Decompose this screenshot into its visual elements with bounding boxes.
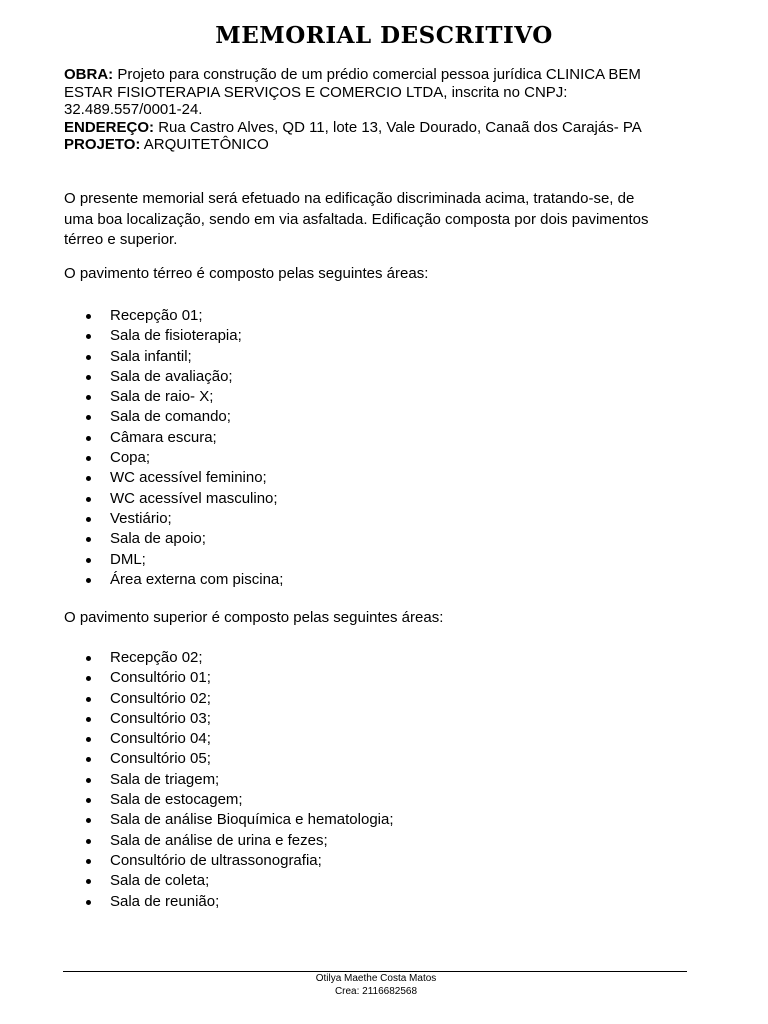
bullet-icon bbox=[86, 656, 91, 661]
list-item bbox=[64, 529, 704, 549]
list-item-label: Sala de coleta; bbox=[110, 872, 210, 890]
list-item-label: Sala de comando; bbox=[110, 408, 231, 426]
list-item bbox=[64, 509, 704, 529]
bullet-icon bbox=[86, 900, 91, 905]
intro-line-2: uma boa localização, sendo em via asfaltada. Edificação composta por dois pavimentos bbox=[64, 210, 649, 228]
bullet-icon bbox=[86, 456, 91, 461]
intro-line-1: O presente memorial será efetuado na edificação discriminada acima, tratando-se, de bbox=[64, 190, 635, 207]
bullet-icon bbox=[86, 757, 91, 762]
bullet-icon bbox=[86, 436, 91, 441]
intro-line-3: térreo e superior. bbox=[64, 231, 178, 248]
signature-footer bbox=[0, 973, 752, 998]
list-item-label: Área externa com piscina; bbox=[110, 570, 284, 588]
obra-value-2: ESTAR FISIOTERAPIA SERVIÇOS E COMERCIO LTDA, inscrita no CNPJ: bbox=[64, 83, 568, 101]
list-item bbox=[64, 871, 704, 891]
bullet-icon bbox=[86, 537, 91, 542]
endereco-line bbox=[64, 119, 687, 137]
bullet-icon bbox=[86, 818, 91, 823]
list-item bbox=[64, 648, 704, 668]
obra-line-1 bbox=[64, 66, 687, 84]
page-title: MEMORIAL DESCRITIVO bbox=[215, 22, 553, 49]
list-item bbox=[64, 347, 704, 367]
list-item bbox=[64, 892, 704, 912]
bullet-icon bbox=[86, 355, 91, 360]
footer-divider bbox=[63, 971, 687, 972]
bullet-icon bbox=[86, 517, 91, 522]
list-item-label: Sala de raio- X; bbox=[110, 388, 214, 406]
list-item-label: Consultório 02; bbox=[110, 689, 211, 707]
list-item-label: Sala de avaliação; bbox=[110, 367, 233, 385]
upper-floor-lead: O pavimento superior é composto pelas seguintes áreas: bbox=[64, 609, 444, 626]
bullet-icon bbox=[86, 676, 91, 681]
list-item-label: Recepção 01; bbox=[110, 307, 203, 324]
list-item bbox=[64, 570, 704, 590]
obra-value-3: 32.489.557/0001-24. bbox=[64, 101, 203, 118]
bullet-icon bbox=[86, 737, 91, 742]
bullet-icon bbox=[86, 859, 91, 864]
list-item bbox=[64, 749, 704, 769]
upper-floor-list bbox=[64, 648, 704, 912]
bullet-icon bbox=[86, 395, 91, 400]
obra-label: OBRA: bbox=[64, 66, 114, 83]
list-item bbox=[64, 306, 704, 326]
bullet-icon bbox=[86, 839, 91, 844]
obra-value-1: Projeto para construção de um prédio comercial pessoa jurídica CLINICA BEM bbox=[117, 66, 641, 83]
list-item-label: Consultório 03; bbox=[110, 709, 211, 727]
bullet-icon bbox=[86, 476, 91, 481]
list-item-label: WC acessível feminino; bbox=[110, 469, 267, 487]
list-item bbox=[64, 326, 704, 346]
endereco-value: Rua Castro Alves, QD 11, lote 13, Vale Dourado, Canaã dos Carajás- PA bbox=[158, 118, 642, 136]
list-item bbox=[64, 709, 704, 729]
list-item-label: Copa; bbox=[110, 449, 151, 467]
list-item-label: Consultório 04; bbox=[110, 730, 211, 748]
list-item-label: Sala de estocagem; bbox=[110, 791, 243, 809]
bullet-icon bbox=[86, 334, 91, 339]
list-item-label: Sala de triagem; bbox=[110, 770, 220, 788]
list-item-label: Sala de análise Bioquímica e hematologia; bbox=[110, 811, 394, 829]
endereco-label: ENDEREÇO: bbox=[64, 118, 155, 136]
bullet-icon bbox=[86, 879, 91, 884]
list-item-label: Consultório 05; bbox=[110, 750, 211, 768]
list-item bbox=[64, 770, 704, 790]
bullet-icon bbox=[86, 375, 91, 380]
list-item bbox=[64, 468, 704, 488]
list-item-label: Sala de reunião; bbox=[110, 892, 220, 910]
list-item-label: Sala de fisioterapia; bbox=[110, 327, 242, 345]
obra-line-3 bbox=[64, 101, 687, 119]
ground-floor-lead: O pavimento térreo é composto pelas seguintes áreas: bbox=[64, 265, 429, 282]
list-item-label: DML; bbox=[110, 550, 146, 568]
list-item bbox=[64, 387, 704, 407]
list-item-label: Vestiário; bbox=[110, 509, 172, 527]
list-item-label: Câmara escura; bbox=[110, 428, 217, 446]
projeto-value: ARQUITETÔNICO bbox=[143, 136, 269, 153]
projeto-line bbox=[64, 136, 687, 154]
bullet-icon bbox=[86, 558, 91, 563]
list-item bbox=[64, 810, 704, 830]
list-item-label: Sala de análise de urina e fezes; bbox=[110, 831, 328, 849]
list-item bbox=[64, 790, 704, 810]
list-item bbox=[64, 831, 704, 851]
ground-floor-list bbox=[64, 306, 704, 590]
list-item bbox=[64, 668, 704, 688]
bullet-icon bbox=[86, 497, 91, 502]
list-item bbox=[64, 851, 704, 871]
project-header bbox=[64, 66, 687, 154]
list-item-label: WC acessível masculino; bbox=[110, 489, 278, 507]
list-item bbox=[64, 407, 704, 427]
list-item-label: Recepção 02; bbox=[110, 649, 203, 666]
bullet-icon bbox=[86, 578, 91, 583]
bullet-icon bbox=[86, 314, 91, 319]
obra-line-2 bbox=[64, 84, 687, 102]
bullet-icon bbox=[86, 697, 91, 702]
projeto-label: PROJETO: bbox=[64, 136, 141, 153]
list-item-label: Consultório de ultrassonografia; bbox=[110, 851, 322, 869]
list-item-label: Sala de apoio; bbox=[110, 530, 206, 548]
intro-paragraph bbox=[64, 189, 694, 251]
list-item-label: Sala infantil; bbox=[110, 347, 192, 365]
list-item bbox=[64, 550, 704, 570]
list-item bbox=[64, 729, 704, 749]
bullet-icon bbox=[86, 778, 91, 783]
signature-crea: Crea: 2116682568 bbox=[334, 985, 418, 997]
list-item bbox=[64, 367, 704, 387]
list-item bbox=[64, 489, 704, 509]
list-item bbox=[64, 448, 704, 468]
list-item bbox=[64, 428, 704, 448]
bullet-icon bbox=[86, 415, 91, 420]
signature-name: Otilya Maethe Costa Matos bbox=[315, 973, 437, 984]
bullet-icon bbox=[86, 717, 91, 722]
bullet-icon bbox=[86, 798, 91, 803]
list-item-label: Consultório 01; bbox=[110, 669, 211, 687]
list-item bbox=[64, 689, 704, 709]
